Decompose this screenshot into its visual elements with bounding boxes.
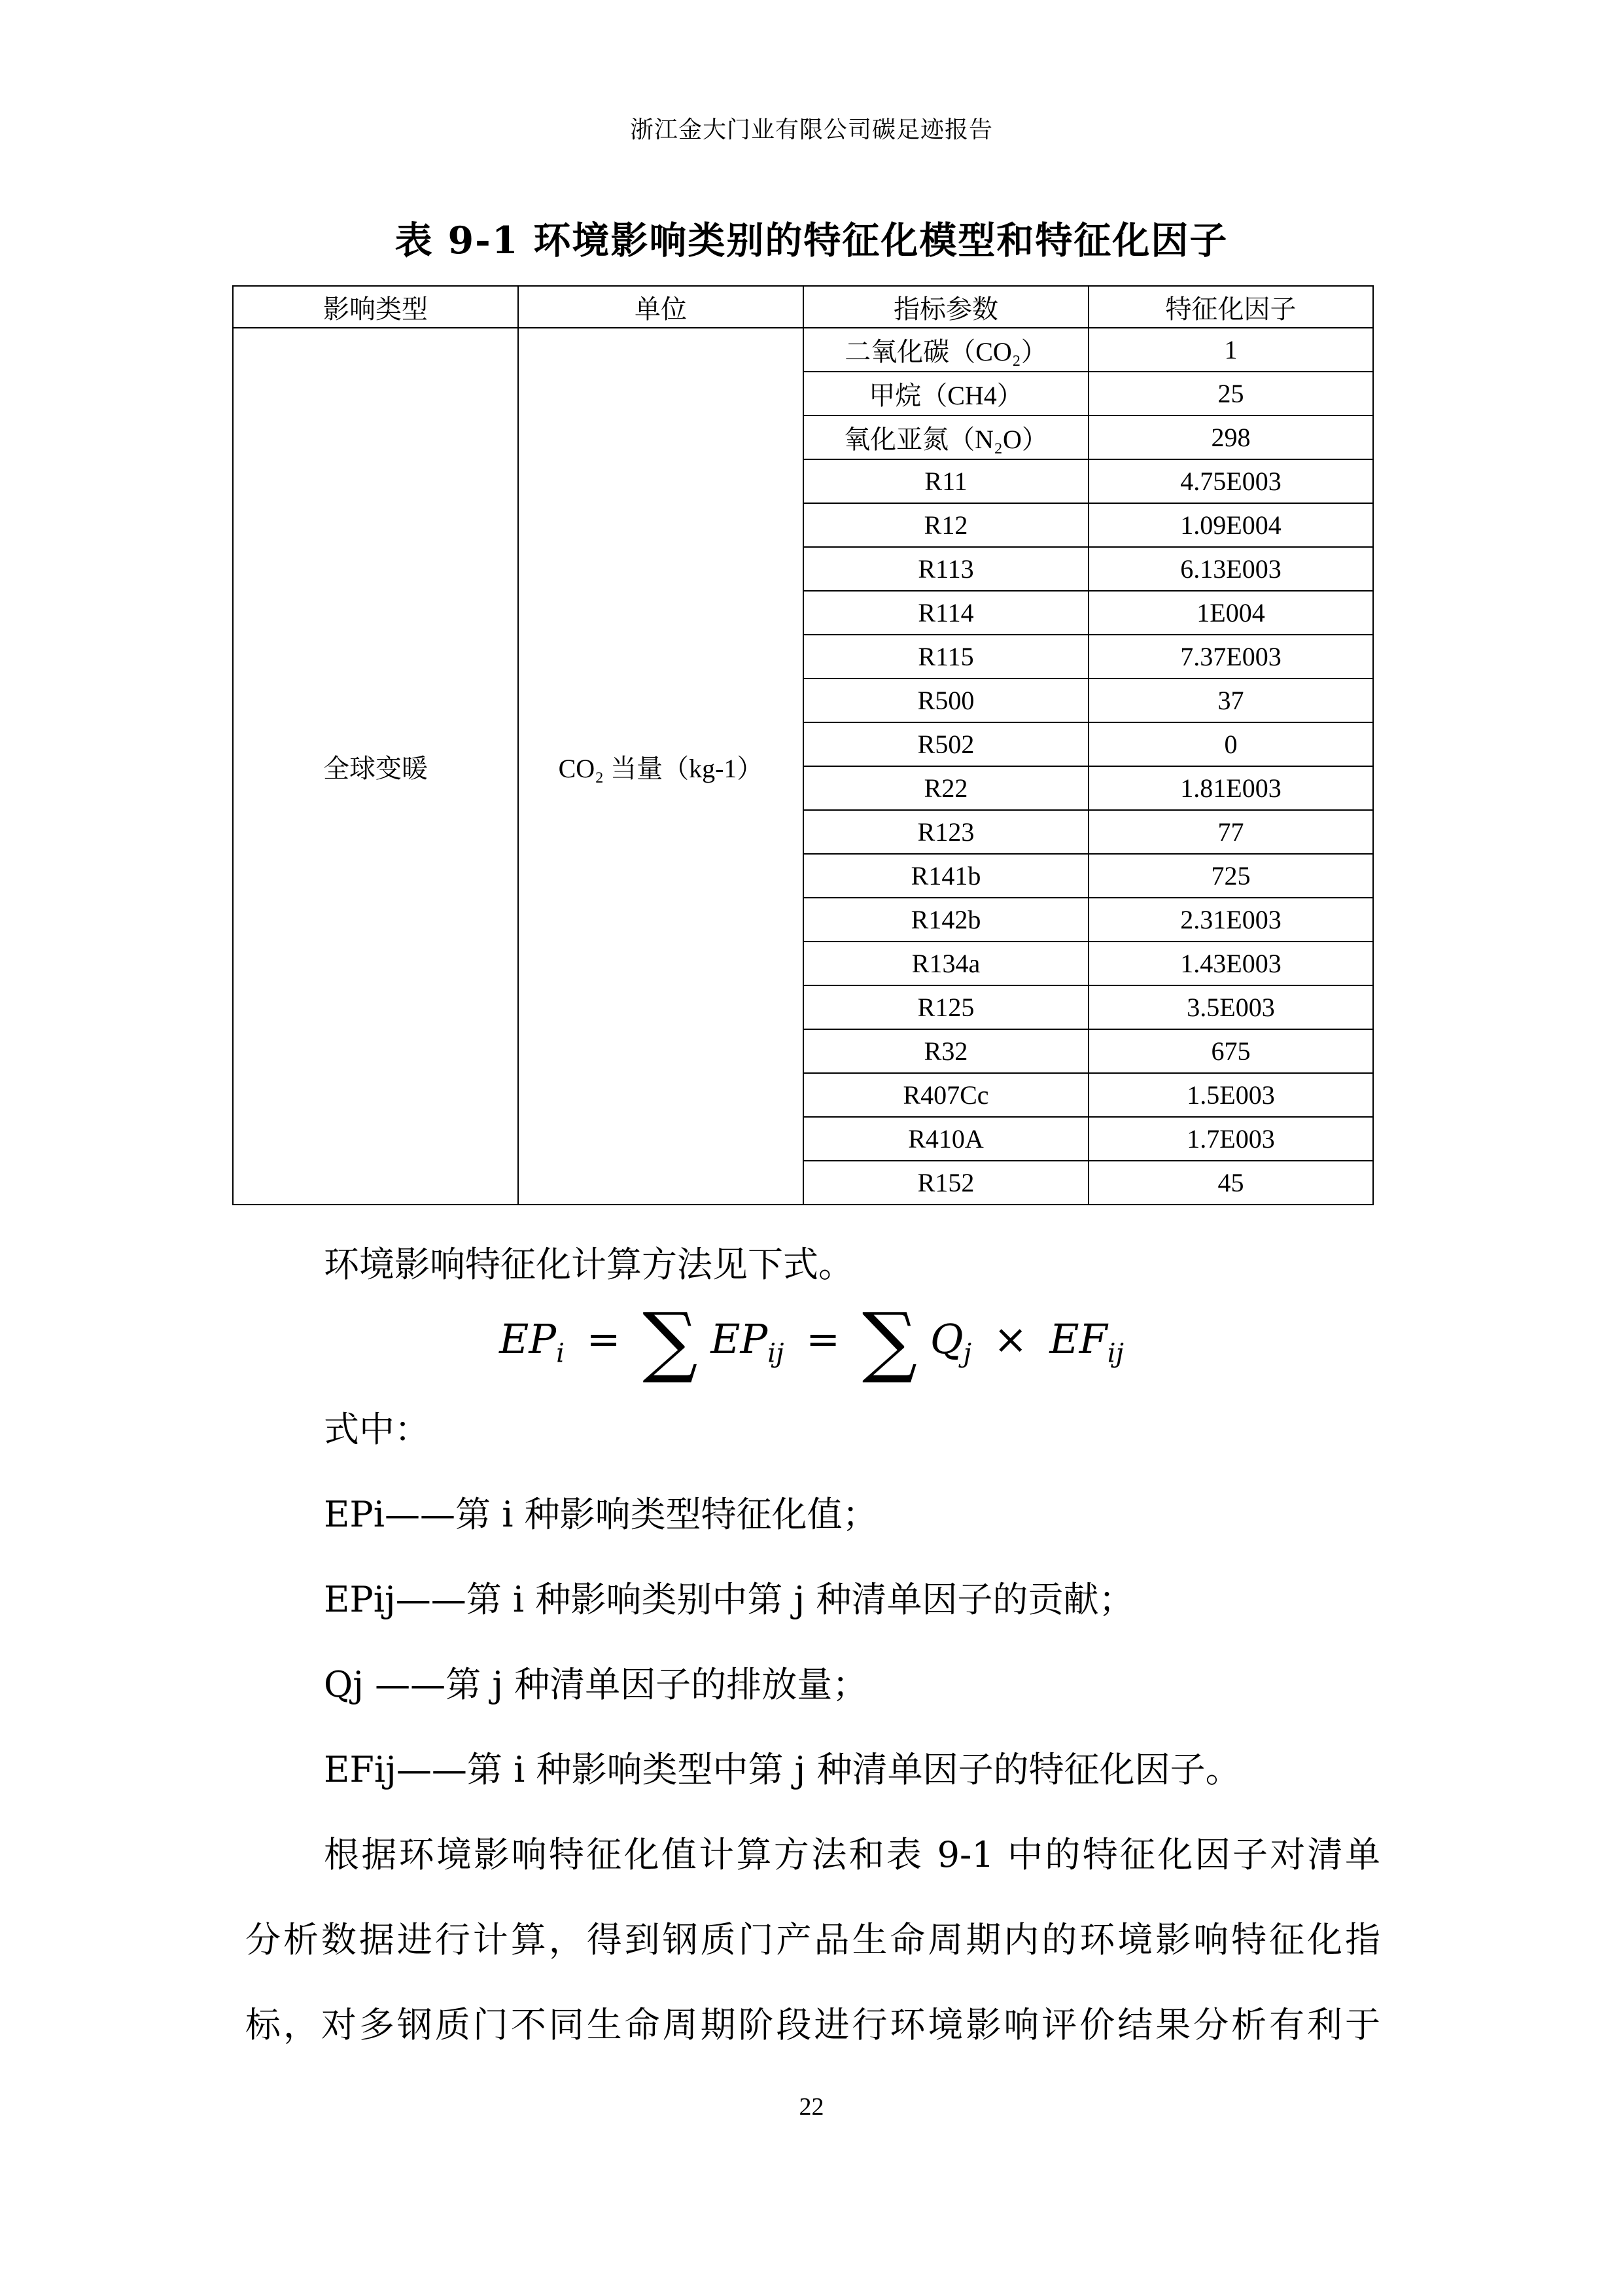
indicator-cell: 二氧化碳（CO₂） [803, 328, 1089, 372]
indicator-cell: R115 [803, 635, 1089, 679]
running-header: 浙江金大门业有限公司碳足迹报告 [629, 116, 993, 143]
formula-sub-ij-1: ij [767, 1338, 784, 1369]
formula-ep-ij: EP [710, 1315, 768, 1363]
indicator-cell: 甲烷（CH4） [803, 372, 1089, 415]
factor-cell: 7.37E003 [1089, 635, 1373, 679]
formula-ep: EP [499, 1315, 557, 1363]
indicator-cell: R123 [803, 810, 1089, 854]
factor-cell: 37 [1089, 679, 1373, 722]
formula-sub-i: i [556, 1338, 565, 1369]
body-paragraph-line-3: 标，对多钢质门不同生命周期阶段进行环境影响评价结果分析有利于 [245, 2004, 1380, 2045]
definition-epij: EPij——第 i 种影响类别中第 j 种清单因子的贡献； [324, 1579, 1134, 1620]
table-header-row [233, 286, 1373, 328]
indicator-cell: R134a [803, 942, 1089, 985]
column-header-unit: 单位 [518, 286, 803, 328]
factor-cell: 4.75E003 [1089, 459, 1373, 503]
indicator-cell: R113 [803, 547, 1089, 591]
formula-equals-2: = [806, 1315, 841, 1363]
factor-cell: 3.5E003 [1089, 985, 1373, 1029]
definition-epi: EPi——第 i 种影响类型特征化值； [324, 1494, 878, 1535]
factor-cell: 675 [1089, 1029, 1373, 1073]
table-row [233, 328, 1373, 372]
column-header-impact-type: 影响类型 [233, 286, 518, 328]
factor-cell: 6.13E003 [1089, 547, 1373, 591]
indicator-cell: R410A [803, 1117, 1089, 1161]
formula-sum-2: ∑ [862, 1296, 918, 1386]
indicator-cell: R141b [803, 854, 1089, 898]
body-paragraph-line-1: 根据环境影响特征化值计算方法和表 9-1 中的特征化因子对清单 [324, 1834, 1380, 1875]
formula-ef: EF [1049, 1315, 1108, 1363]
indicator-cell: R32 [803, 1029, 1089, 1073]
factor-cell: 1.5E003 [1089, 1073, 1373, 1117]
unit-cell: CO₂ 当量（kg-1） [518, 328, 803, 1205]
indicator-cell: R22 [803, 766, 1089, 810]
indicator-cell: R125 [803, 985, 1089, 1029]
indicator-cell: R152 [803, 1161, 1089, 1205]
column-header-factor: 特征化因子 [1089, 286, 1373, 328]
formula-sum-1: ∑ [642, 1296, 698, 1386]
impact-type-cell: 全球变暖 [233, 328, 518, 1205]
indicator-cell: R114 [803, 591, 1089, 635]
factor-cell: 25 [1089, 372, 1373, 415]
column-header-indicator: 指标参数 [803, 286, 1089, 328]
formula-equals-1: = [586, 1315, 621, 1363]
where-label: 式中： [324, 1409, 430, 1450]
factor-cell: 725 [1089, 854, 1373, 898]
formula-sub-j: j [963, 1338, 972, 1369]
factor-cell: 1 [1089, 328, 1373, 372]
factor-cell: 2.31E003 [1089, 898, 1373, 942]
indicator-cell: R502 [803, 722, 1089, 766]
formula-times: × [993, 1315, 1028, 1363]
indicator-cell: R142b [803, 898, 1089, 942]
formula-q: Q [930, 1315, 964, 1363]
table-caption: 表 9-1 环境影响类别的特征化模型和特征化因子 [394, 219, 1229, 262]
body-paragraph-line-2: 分析数据进行计算，得到钢质门产品生命周期内的环境影响特征化指 [245, 1919, 1380, 1960]
factor-cell: 77 [1089, 810, 1373, 854]
definition-efij: EFij——第 i 种影响类型中第 j 种清单因子的特征化因子。 [324, 1749, 1241, 1790]
page-number: 22 [799, 2093, 824, 2121]
factor-cell: 1.09E004 [1089, 503, 1373, 547]
factor-cell: 1.43E003 [1089, 942, 1373, 985]
table-body [233, 328, 1373, 1205]
factor-cell: 45 [1089, 1161, 1373, 1205]
factor-cell: 1.7E003 [1089, 1117, 1373, 1161]
indicator-cell: R500 [803, 679, 1089, 722]
indicator-cell: R407Cc [803, 1073, 1089, 1117]
indicator-cell: 氧化亚氮（N₂O） [803, 415, 1089, 459]
characterization-factor-table [232, 285, 1374, 1205]
formula-sub-ij-2: ij [1107, 1338, 1124, 1369]
factor-cell: 0 [1089, 722, 1373, 766]
factor-cell: 1.81E003 [1089, 766, 1373, 810]
indicator-cell: R11 [803, 459, 1089, 503]
factor-cell: 298 [1089, 415, 1373, 459]
method-intro-text: 环境影响特征化计算方法见下式。 [324, 1244, 854, 1285]
characterization-formula [0, 1296, 1623, 1386]
indicator-cell: R12 [803, 503, 1089, 547]
factor-cell: 1E004 [1089, 591, 1373, 635]
definition-qj: Qj ——第 j 种清单因子的排放量； [324, 1664, 868, 1705]
